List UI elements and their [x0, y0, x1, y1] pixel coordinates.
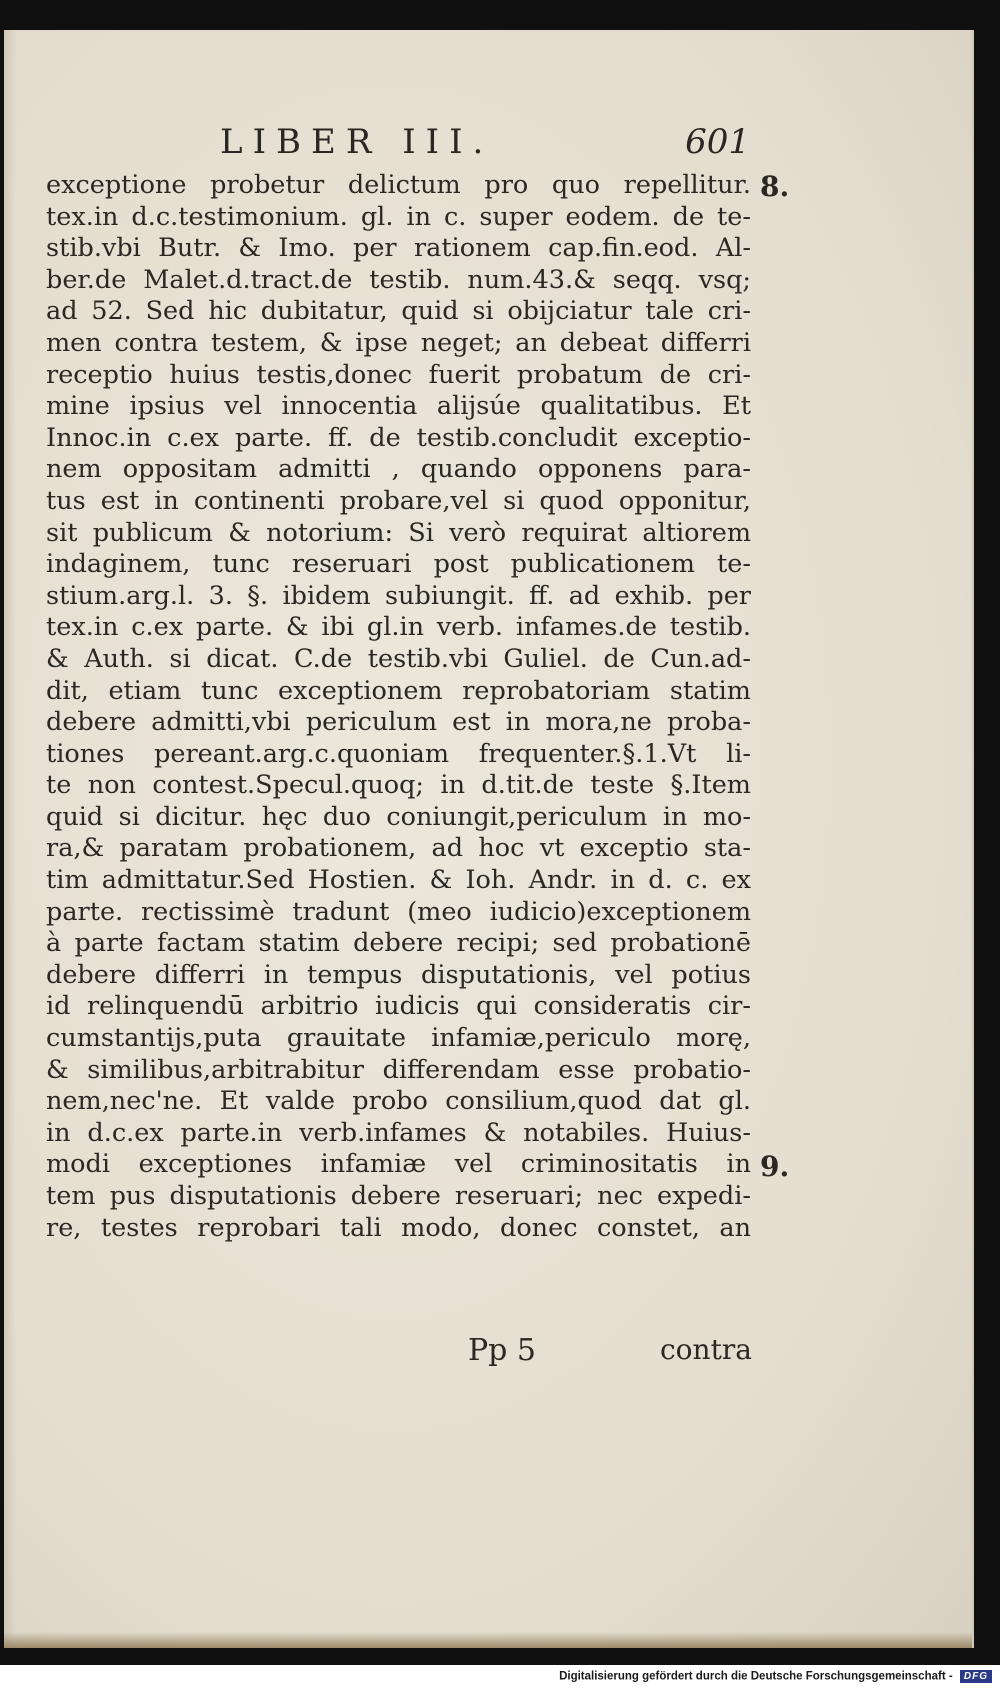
digitization-attribution	[0, 1670, 992, 1692]
text-line: debere differri in tempus disputationis, vel potius	[46, 959, 751, 990]
text-line: nem,nec'ne. Et valde probo consilium,quod dat gl.	[46, 1086, 751, 1117]
text-line: debere admitti,vbi periculum est in mora,ne proba-	[46, 707, 751, 738]
text-line: receptio huius testis,donec fuerit probatum de cri-	[46, 359, 751, 390]
text-line: indaginem, tunc reseruari post publicationem te-	[46, 549, 751, 580]
catchword: contra	[660, 1333, 752, 1366]
text-line: ad 52. Sed hic dubitatur, quid si obijciatur tale cri-	[46, 296, 751, 327]
signature-mark: Pp 5	[468, 1333, 537, 1368]
text-line: re, testes reprobari tali modo, donec constet, an	[46, 1212, 751, 1243]
text-line: nem oppositam admitti , quando opponens para-	[46, 454, 751, 485]
text-line: ra,& paratam probationem, ad hoc vt exceptio sta-	[46, 833, 751, 864]
text-line: men contra testem, & ipse neget; an debeat differri	[46, 327, 751, 358]
text-line: & Auth. si dicat. C.de testib.vbi Guliel. de Cun.ad-	[46, 643, 751, 674]
text-line: ber.de Malet.d.tract.de testib. num.43.& seqq. vsq;	[46, 264, 751, 295]
page-header	[220, 122, 750, 166]
text-line: stium.arg.l. 3. §. ibidem subiungit. ff. ad exhib. per	[46, 580, 751, 611]
text-line: & similibus,arbitrabitur differendam esse probatio-	[46, 1054, 751, 1085]
text-line: tem pus disputationis debere reseruari; nec expedi-	[46, 1181, 751, 1211]
text-line: quid si dicitur. hęc duo coniungit,periculum in mo-	[46, 801, 751, 832]
marginal-number: 9.	[760, 1149, 790, 1183]
text-line: exceptione probetur delictum pro quo repellitur.	[46, 170, 751, 200]
body-text	[46, 170, 751, 1244]
text-line: tus est in continenti probare,vel si quod opponitur,	[46, 485, 751, 516]
text-line: mine ipsius vel innocentia alijsúe qualitatibus. Et	[46, 391, 751, 422]
page-number: 601	[685, 122, 750, 162]
page-gutter-shadow	[4, 30, 16, 1648]
text-line: tim admittatur.Sed Hostien. & Ioh. Andr. in d. c. ex	[46, 865, 751, 896]
marginal-number: 8.	[760, 170, 790, 203]
text-line: id relinquendū arbitrio iudicis qui consideratis cir-	[46, 991, 751, 1022]
text-line: sit publicum & notorium: Si verò requirat altiorem	[46, 517, 751, 548]
text-line: parte. rectissimè tradunt (meo iudicio)exceptionem	[46, 896, 751, 927]
text-line: dit, etiam tunc exceptionem reprobatoriam statim	[46, 675, 751, 706]
text-line: Innoc.in c.ex parte. ff. de testib.concludit exceptio-	[46, 422, 751, 453]
running-head: LIBER III.	[220, 122, 494, 162]
text-line: tex.in c.ex parte. & ibi gl.in verb. infames.de testib.	[46, 612, 751, 643]
text-line: tex.in d.c.testimonium. gl. in c. super eodem. de te-	[46, 201, 751, 232]
attribution-text: Digitalisierung gefördert durch die Deutsche Forschungsgemeinschaft -	[559, 1670, 953, 1683]
text-line: modi exceptiones infamiæ vel criminositatis in	[46, 1149, 751, 1180]
text-line: tiones pereant.arg.c.quoniam frequenter.§.1.Vt li-	[46, 738, 751, 769]
text-line: cumstantijs,puta grauitate infamiæ,periculo morę,	[46, 1023, 751, 1054]
page-bottom-edge	[4, 1632, 972, 1648]
text-line: stib.vbi Butr. & Imo. per rationem cap.fin.eod. Al-	[46, 233, 751, 264]
text-line: te non contest.Specul.quoq; in d.tit.de teste §.Item	[46, 770, 751, 801]
text-line: in d.c.ex parte.in verb.infames & notabiles. Huius-	[46, 1117, 751, 1148]
text-line: à parte factam statim debere recipi; sed probationē	[46, 928, 751, 959]
dfg-logo: DFG	[960, 1670, 992, 1683]
